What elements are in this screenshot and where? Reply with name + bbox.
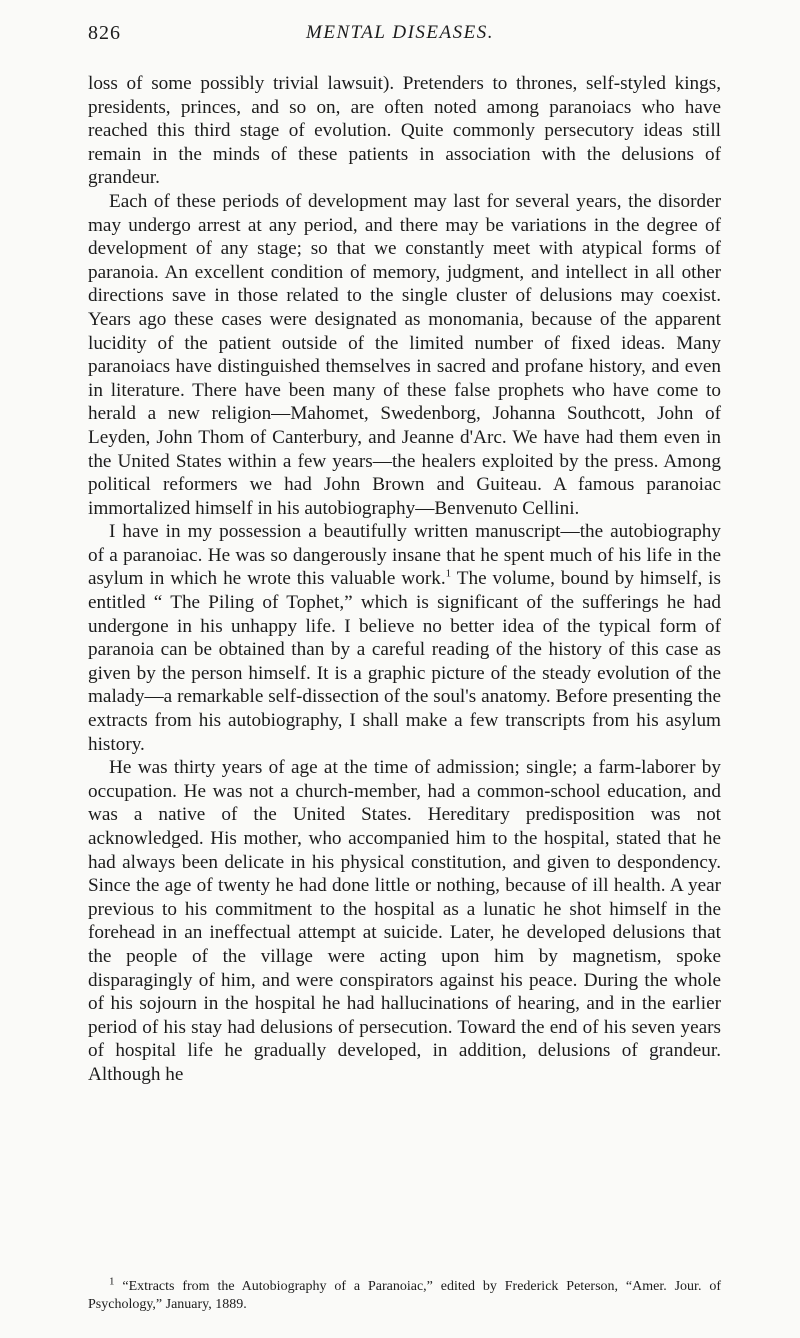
paragraph: loss of some possibly trivial lawsuit). Pretenders to thrones, self-styled kings, presidents, princes, and so on, are often noted among paranoiacs who have reached this third stage of evolution. Quite commonly persecutory ideas still remain in the minds of these patients in association with the delusions of grandeur. — [88, 73, 721, 189]
body-text — [88, 72, 721, 1087]
running-title: MENTAL DISEASES. — [306, 22, 494, 43]
footnote-marker: 1 — [109, 1275, 115, 1288]
page-header — [88, 22, 712, 50]
paragraph: He was thirty years of age at the time of admission; single; a farm-laborer by occupation. He was not a church-member, had a common-school education, and was a native of the United States. Hereditary predisposition was not acknowledged. His mother, who accompanied him to the hospital, stated that he had always been delicate in his physical constitution, and given to despondency. Since the age of twenty he had done little or nothing, because of ill health. A year previous to his commitment to the hospital as a lunatic he shot himself in the forehead in an ineffectual attempt at suicide. Later, he developed delusions that the people of the village were acting upon him by magnetism, spoke disparagingly of him, and were conspirators against his peace. During the whole of his sojourn in the hospital he had hallucinations of hearing, and in the earlier period of his stay had delusions of persecution. Toward the end of his seven years of hospital life he gradually developed, in addition, delusions of grandeur. Although he — [88, 757, 721, 1085]
paragraph-text: I have in my possession a beautifully written manuscript—the autobiography of a paranoiac. He was so dangerously insane that he spent much of his life in the asylum in which he wrote this valuable work. — [88, 521, 721, 590]
paragraph — [88, 520, 721, 756]
footnote-reference: 1 — [445, 568, 452, 581]
footnote — [88, 1275, 721, 1314]
paragraph: Each of these periods of development may last for several years, the disorder may undergo arrest at any period, and there may be variations in the degree of development of any stage; so that we constantly meet with atypical forms of paranoia. An excellent condition of memory, judgment, and intellect in all other directions save in those related to the single cluster of delusions may coexist. Years ago these cases were designated as monomania, because of the apparent lucidity of the patient outside of the limited number of fixed ideas. Many paranoiacs have distinguished themselves in sacred and profane history, and even in literature. There have been many of these false prophets who have come to herald a new religion—Mahomet, Swedenborg, Johanna Southcott, John of Leyden, John Thom of Canterbury, and Jeanne d'Arc. We have had them even in the United States within a few years—the healers exploited by the press. Among political reformers we had John Brown and Guiteau. A famous paranoiac immortalized himself in his autobiography—Benvenuto Cellini. — [88, 190, 721, 519]
paragraph-text: The volume, bound by himself, is entitled “ The Piling of Tophet,” which is significant of the sufferings he had undergone in his unhappy life. I believe no better idea of the typical form of paranoia can be obtained than by a careful reading of the history of this case as given by the person himself. It is a graphic picture of the steady evolution of the malady—a remarkable self-dissection of the soul's anatomy. Before presenting the extracts from his autobiography, I shall make a few transcripts from his asylum history. — [88, 568, 721, 755]
page-number: 826 — [88, 22, 121, 44]
footnote-text: “Extracts from the Autobiography of a Paranoiac,” edited by Frederick Peterson, “Amer. Jour. of Psychology,” January, 1889. — [88, 1279, 721, 1312]
